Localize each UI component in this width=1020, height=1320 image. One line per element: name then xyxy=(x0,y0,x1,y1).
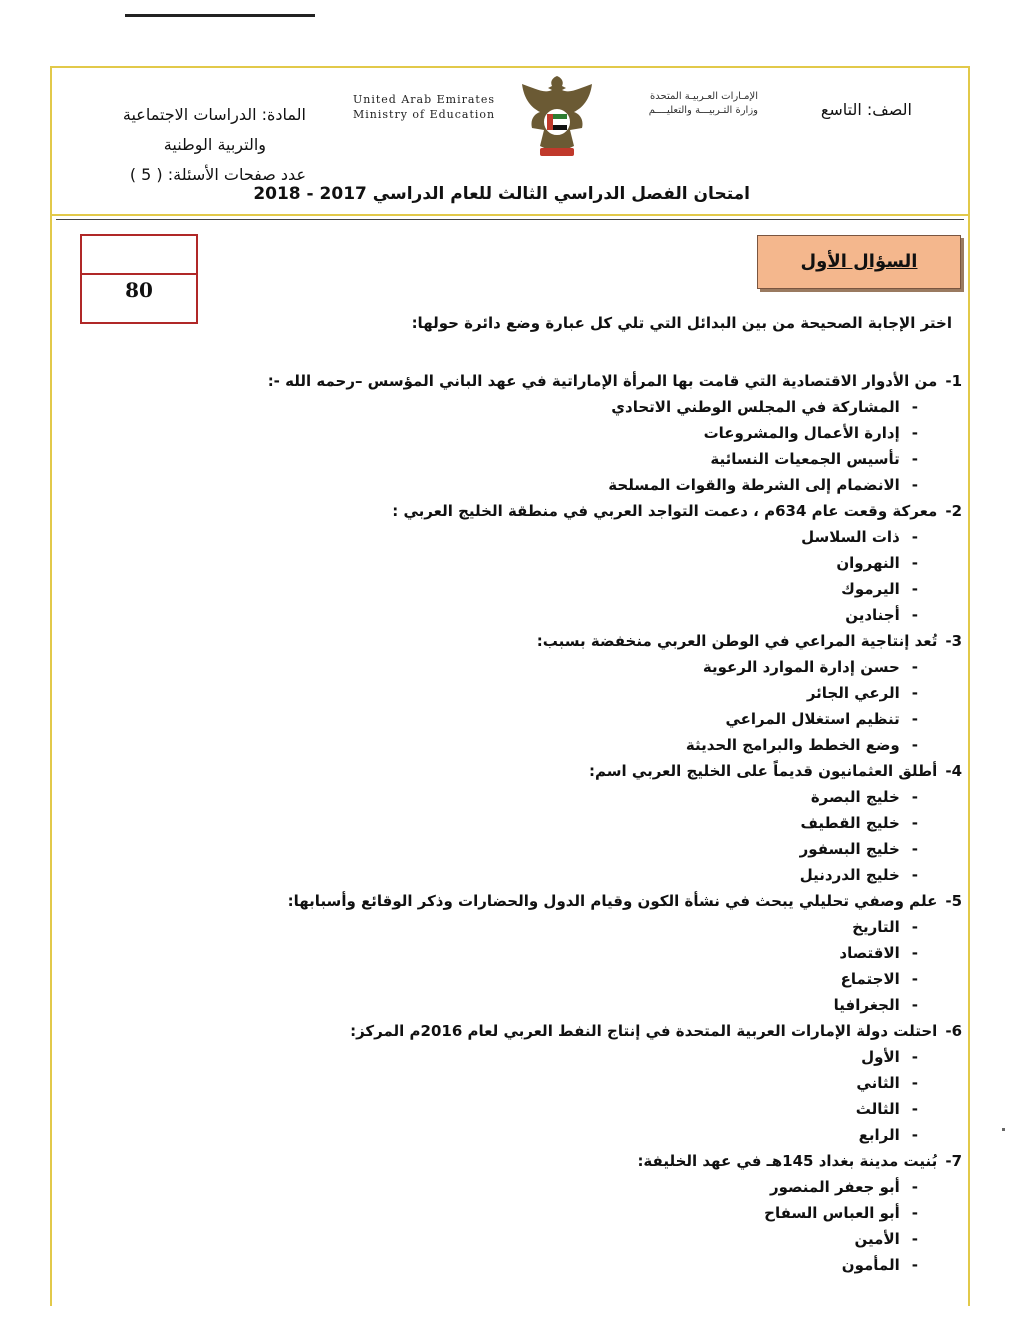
score-box-divider xyxy=(80,273,198,275)
question-stem xyxy=(150,1148,962,1174)
answer-choice[interactable]: -الأمين xyxy=(854,1230,918,1248)
question-stem xyxy=(150,888,962,914)
choice-text: المأمون xyxy=(841,1256,900,1274)
answer-choice[interactable]: -التاريخ xyxy=(852,918,918,936)
choice-text: الرابع xyxy=(858,1126,900,1144)
answer-choice[interactable]: -خليج البصرة xyxy=(810,788,918,806)
question-number: 1- xyxy=(945,372,962,390)
question-number: 2- xyxy=(945,502,962,520)
answer-choice[interactable]: -وضع الخطط والبرامج الحديثة xyxy=(685,736,918,754)
answer-choice[interactable]: -الجغرافيا xyxy=(833,996,918,1014)
choice-text: أبو جعفر المنصور xyxy=(769,1178,900,1196)
answer-choice[interactable]: -خليج البسفور xyxy=(799,840,918,858)
choice-text: تنظيم استغلال المراعي xyxy=(725,710,900,728)
score-value: 80 xyxy=(125,278,153,302)
answer-choice[interactable]: -خليج الدردنيل xyxy=(799,866,918,884)
question-number: 5- xyxy=(945,892,962,910)
question-text: علم وصفي تحليلي يبحث في نشأة الكون وقيام الدول والحضارات وذكر الوقائع وأسبابها: xyxy=(287,892,938,910)
question-item xyxy=(150,888,962,1018)
answer-choice[interactable]: -أبو جعفر المنصور xyxy=(769,1178,918,1196)
subject-block xyxy=(66,100,306,190)
choice-text: خليج الدردنيل xyxy=(799,866,900,884)
ministry-en-line2: Ministry of Education xyxy=(353,108,496,121)
choice-text: الرعي الجائر xyxy=(806,684,900,702)
answer-choice[interactable]: -النهروان xyxy=(836,554,918,572)
answer-choice[interactable]: -المشاركة في المجلس الوطني الاتحادي xyxy=(611,398,918,416)
choice-text: تأسيس الجمعيات النسائية xyxy=(710,450,900,468)
ministry-en-line1: United Arab Emirates xyxy=(353,93,496,106)
subject-line: المادة: الدراسات الاجتماعية xyxy=(122,105,306,124)
uae-emblem-icon xyxy=(514,70,600,160)
question-stem xyxy=(150,368,962,394)
choice-text: الجغرافيا xyxy=(833,996,900,1014)
question-text: أطلق العثمانيون قديماً على الخليج العربي اسم: xyxy=(589,762,938,780)
question-item xyxy=(150,1148,962,1278)
choice-text: وضع الخطط والبرامج الحديثة xyxy=(685,736,900,754)
question-stem xyxy=(150,1018,962,1044)
answer-choice[interactable]: -الرابع xyxy=(858,1126,918,1144)
question-item xyxy=(150,368,962,498)
answer-choice[interactable]: -تنظيم استغلال المراعي xyxy=(725,710,918,728)
question-text: احتلت دولة الإمارات العربية المتحدة في إنتاج النفط العربي لعام 2016م المركز: xyxy=(350,1022,938,1040)
question-stem xyxy=(150,758,962,784)
choice-text: أجنادين xyxy=(845,606,900,624)
choice-text: خليج البسفور xyxy=(799,840,900,858)
ministry-ar-line2: وزارة التـربيـــة والتعليــــم xyxy=(648,105,758,116)
answer-choice[interactable]: -خليج القطيف xyxy=(800,814,918,832)
answer-choice[interactable]: -تأسيس الجمعيات النسائية xyxy=(710,450,918,468)
choice-text: اليرموك xyxy=(841,580,900,598)
section-label: السؤال الأول xyxy=(757,235,961,289)
subject-line-2: والتربية الوطنية xyxy=(163,135,266,154)
header-divider xyxy=(50,214,970,216)
question-item xyxy=(150,628,962,758)
question-number: 6- xyxy=(945,1022,962,1040)
answer-choice[interactable]: -الثاني xyxy=(856,1074,918,1092)
answer-choice[interactable]: -المأمون xyxy=(841,1256,918,1274)
instruction-text: اختر الإجابة الصحيحة من بين البدائل التي تلي كل عبارة وضع دائرة حولها: xyxy=(411,314,952,332)
question-text: بُنيت مدينة بغداد 145هـ في عهد الخليفة: xyxy=(637,1152,938,1170)
header-divider-thin xyxy=(56,219,964,220)
answer-choice[interactable]: -الانضمام إلى الشرطة والقوات المسلحة xyxy=(608,476,918,494)
ministry-ar xyxy=(608,90,758,118)
answer-choice[interactable]: -اليرموك xyxy=(841,580,918,598)
grade-label: الصف: التاسع xyxy=(820,100,912,119)
scan-top-line xyxy=(125,14,315,17)
choice-text: التاريخ xyxy=(852,918,900,936)
choice-text: الأمين xyxy=(854,1230,900,1248)
answer-choice[interactable]: -الاجتماع xyxy=(840,970,918,988)
answer-choice[interactable]: -حسن إدارة الموارد الرعوية xyxy=(702,658,918,676)
ministry-en xyxy=(353,92,495,122)
question-number: 4- xyxy=(945,762,962,780)
question-text: من الأدوار الاقتصادية التي قامت بها المرأة الإماراتية في عهد الباني المؤسس –رحمه الله -: xyxy=(267,372,938,390)
question-item xyxy=(150,758,962,888)
question-number: 3- xyxy=(945,632,962,650)
choice-text: الأول xyxy=(861,1048,900,1066)
question-item xyxy=(150,498,962,628)
page-count: عدد صفحات الأسئلة: ( 5 ) xyxy=(129,165,306,184)
answer-choice[interactable]: -الأول xyxy=(861,1048,918,1066)
questions-list xyxy=(150,368,962,1278)
answer-choice[interactable]: -الثالث xyxy=(855,1100,918,1118)
choice-text: خليج القطيف xyxy=(800,814,900,832)
question-number: 7- xyxy=(945,1152,962,1170)
scan-dot xyxy=(1002,1128,1005,1131)
choice-text: الثاني xyxy=(856,1074,900,1092)
choice-text: خليج البصرة xyxy=(810,788,900,806)
question-item xyxy=(150,1018,962,1148)
choice-text: المشاركة في المجلس الوطني الاتحادي xyxy=(611,398,900,416)
answer-choice[interactable]: -أبو العباس السفاح xyxy=(764,1204,918,1222)
exam-title: امتحان الفصل الدراسي الثالث للعام الدراسي 2017 - 2018 xyxy=(253,184,750,204)
choice-text: حسن إدارة الموارد الرعوية xyxy=(702,658,900,676)
choice-text: الثالث xyxy=(855,1100,900,1118)
choice-text: الاجتماع xyxy=(840,970,900,988)
answer-choice[interactable]: -إدارة الأعمال والمشروعات xyxy=(703,424,918,442)
answer-choice[interactable]: -ذات السلاسل xyxy=(801,528,918,546)
choice-text: إدارة الأعمال والمشروعات xyxy=(703,424,900,442)
answer-choice[interactable]: -أجنادين xyxy=(845,606,918,624)
question-text: تُعد إنتاجية المراعي في الوطن العربي منخفضة بسبب: xyxy=(536,632,938,650)
choice-text: ذات السلاسل xyxy=(801,528,900,546)
choice-text: الاقتصاد xyxy=(839,944,900,962)
choice-text: الانضمام إلى الشرطة والقوات المسلحة xyxy=(608,476,900,494)
answer-choice[interactable]: -الاقتصاد xyxy=(839,944,918,962)
question-stem xyxy=(150,628,962,654)
ministry-ar-line1: الإمـارات العـربيـة المتحدة xyxy=(650,91,758,102)
choice-text: أبو العباس السفاح xyxy=(764,1204,900,1222)
choice-text: النهروان xyxy=(836,554,900,572)
question-text: معركة وقعت عام 634م ، دعمت التواجد العربي في منطقة الخليج العربي : xyxy=(392,502,938,520)
question-stem xyxy=(150,498,962,524)
answer-choice[interactable]: -الرعي الجائر xyxy=(806,684,918,702)
